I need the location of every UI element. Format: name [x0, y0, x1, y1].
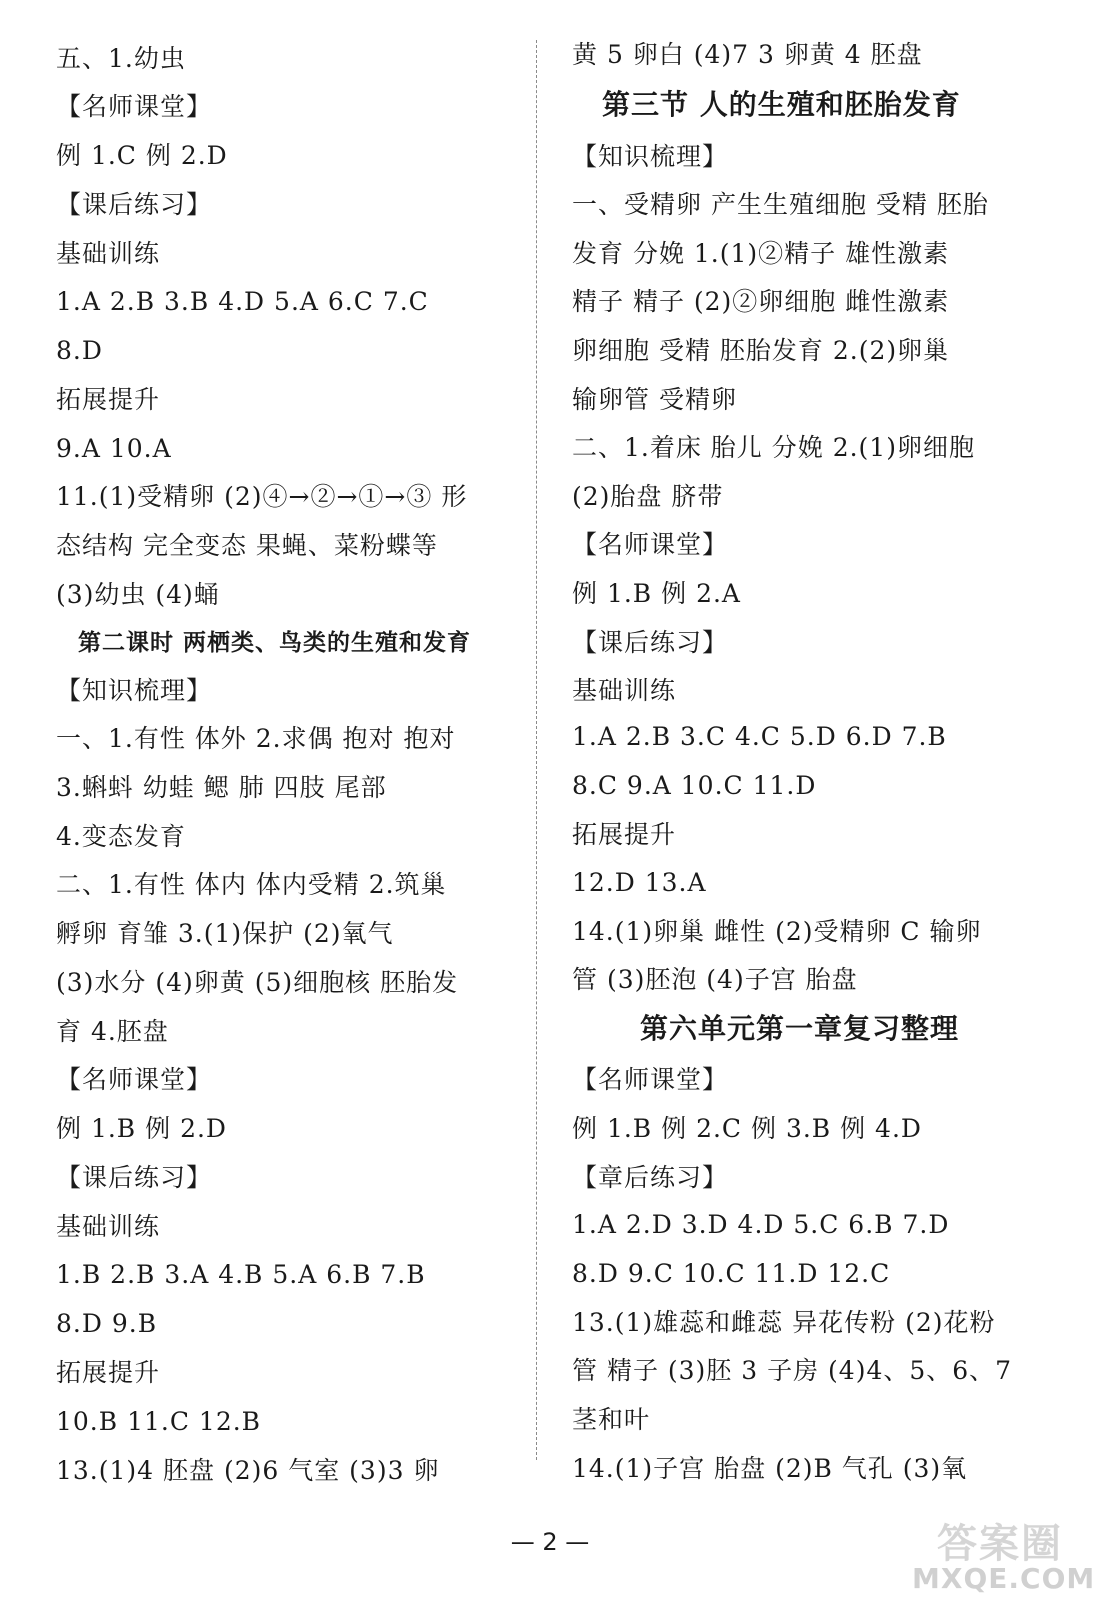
text-line: 黄 5 卵白 (4)7 3 卵黄 4 胚盘 [572, 40, 923, 69]
text-line: 基础训练 [56, 1212, 161, 1241]
text-line: 11.(1)受精卵 (2)④→②→①→③ 形 [56, 482, 468, 511]
text-line: 例 1.B 例 2.C 例 3.B 例 4.D [572, 1114, 922, 1143]
text-line: 孵卵 育雏 3.(1)保护 (2)氧气 [56, 919, 394, 948]
text-line: 精子 精子 (2)②卵细胞 雌性激素 [572, 287, 950, 316]
text-line: 8.D 9.B [56, 1309, 158, 1338]
text-line: (3)水分 (4)卵黄 (5)细胞核 胚胎发 [56, 968, 459, 997]
text-line: 拓展提升 [56, 385, 161, 414]
text-line: 13.(1)雄蕊和雌蕊 异花传粉 (2)花粉 [572, 1308, 996, 1337]
section-heading: 第三节 人的生殖和胚胎发育 [602, 88, 961, 121]
text-line: 茎和叶 [572, 1405, 651, 1434]
text-line: 基础训练 [56, 239, 161, 268]
text-line: 1.B 2.B 3.A 4.B 5.A 6.B 7.B [56, 1260, 426, 1289]
watermark-logo-text: 答案圈 [937, 1521, 1063, 1567]
section-label: 【课后练习】 [56, 1163, 213, 1192]
text-line: 拓展提升 [56, 1358, 161, 1387]
text-line: 态结构 完全变态 果蝇、菜粉蝶等 [56, 531, 438, 560]
text-line: 12.D 13.A [572, 868, 707, 897]
text-line: 输卵管 受精卵 [572, 385, 737, 414]
text-line: 14.(1)卵巢 雌性 (2)受精卵 C 输卵 [572, 917, 982, 946]
section-label: 【课后练习】 [572, 628, 729, 657]
text-line: (2)胎盘 脐带 [572, 482, 724, 511]
text-line: 基础训练 [572, 676, 677, 705]
text-line: 发育 分娩 1.(1)②精子 雄性激素 [572, 239, 950, 268]
text-line: 8.C 9.A 10.C 11.D [572, 771, 817, 800]
column-divider [536, 40, 537, 1460]
text-line: 4.变态发育 [56, 822, 186, 851]
text-line: 例 1.B 例 2.D [56, 1114, 227, 1143]
section-label: 【课后练习】 [56, 190, 213, 219]
text-line: 二、1.有性 体内 体内受精 2.筑巢 [56, 870, 447, 899]
text-line: 9.A 10.A [56, 434, 172, 463]
section-label: 【知识梳理】 [572, 142, 729, 171]
text-line: 例 1.B 例 2.A [572, 579, 741, 608]
text-line: 3.蝌蚪 幼蛙 鳃 肺 四肢 尾部 [56, 773, 387, 802]
text-line: 一、1.有性 体外 2.求偶 抱对 抱对 [56, 724, 456, 753]
section-label: 【名师课堂】 [56, 1065, 213, 1094]
text-line: 五、1.幼虫 [56, 44, 186, 73]
text-line: 10.B 11.C 12.B [56, 1407, 262, 1436]
section-label: 【名师课堂】 [572, 530, 729, 559]
text-line: 管 (3)胚泡 (4)子宫 胎盘 [572, 965, 858, 994]
section-heading: 第六单元第一章复习整理 [640, 1012, 960, 1045]
watermark-url: MXQE.COM [912, 1562, 1096, 1595]
text-line: 13.(1)4 胚盘 (2)6 气室 (3)3 卵 [56, 1456, 440, 1485]
text-line: 14.(1)子宫 胎盘 (2)B 气孔 (3)氧 [572, 1454, 968, 1483]
text-line: 1.A 2.B 3.C 4.C 5.D 6.D 7.B [572, 722, 947, 751]
text-line: 例 1.C 例 2.D [56, 141, 228, 170]
section-label: 【知识梳理】 [56, 676, 213, 705]
text-line: 管 精子 (3)胚 3 子房 (4)4、5、6、7 [572, 1356, 1013, 1385]
section-label: 【名师课堂】 [56, 92, 213, 121]
section-heading: 第二课时 两栖类、鸟类的生殖和发育 [78, 630, 472, 656]
text-line: 一、受精卵 产生生殖细胞 受精 胚胎 [572, 190, 989, 219]
text-line: 拓展提升 [572, 820, 677, 849]
text-line: 二、1.着床 胎儿 分娩 2.(1)卵细胞 [572, 433, 975, 462]
section-label: 【章后练习】 [572, 1163, 729, 1192]
text-line: 育 4.胚盘 [56, 1017, 169, 1046]
text-line: 8.D 9.C 10.C 11.D 12.C [572, 1259, 891, 1288]
text-line: 卵细胞 受精 胚胎发育 2.(2)卵巢 [572, 336, 950, 365]
text-line: (3)幼虫 (4)蛹 [56, 580, 220, 609]
text-line: 1.A 2.B 3.B 4.D 5.A 6.C 7.C [56, 287, 429, 316]
section-label: 【名师课堂】 [572, 1065, 729, 1094]
page-number: — 2 — [510, 1528, 590, 1556]
watermark-logo [912, 1512, 1096, 1595]
text-line: 1.A 2.D 3.D 4.D 5.C 6.B 7.D [572, 1210, 950, 1239]
text-line: 8.D [56, 336, 103, 365]
